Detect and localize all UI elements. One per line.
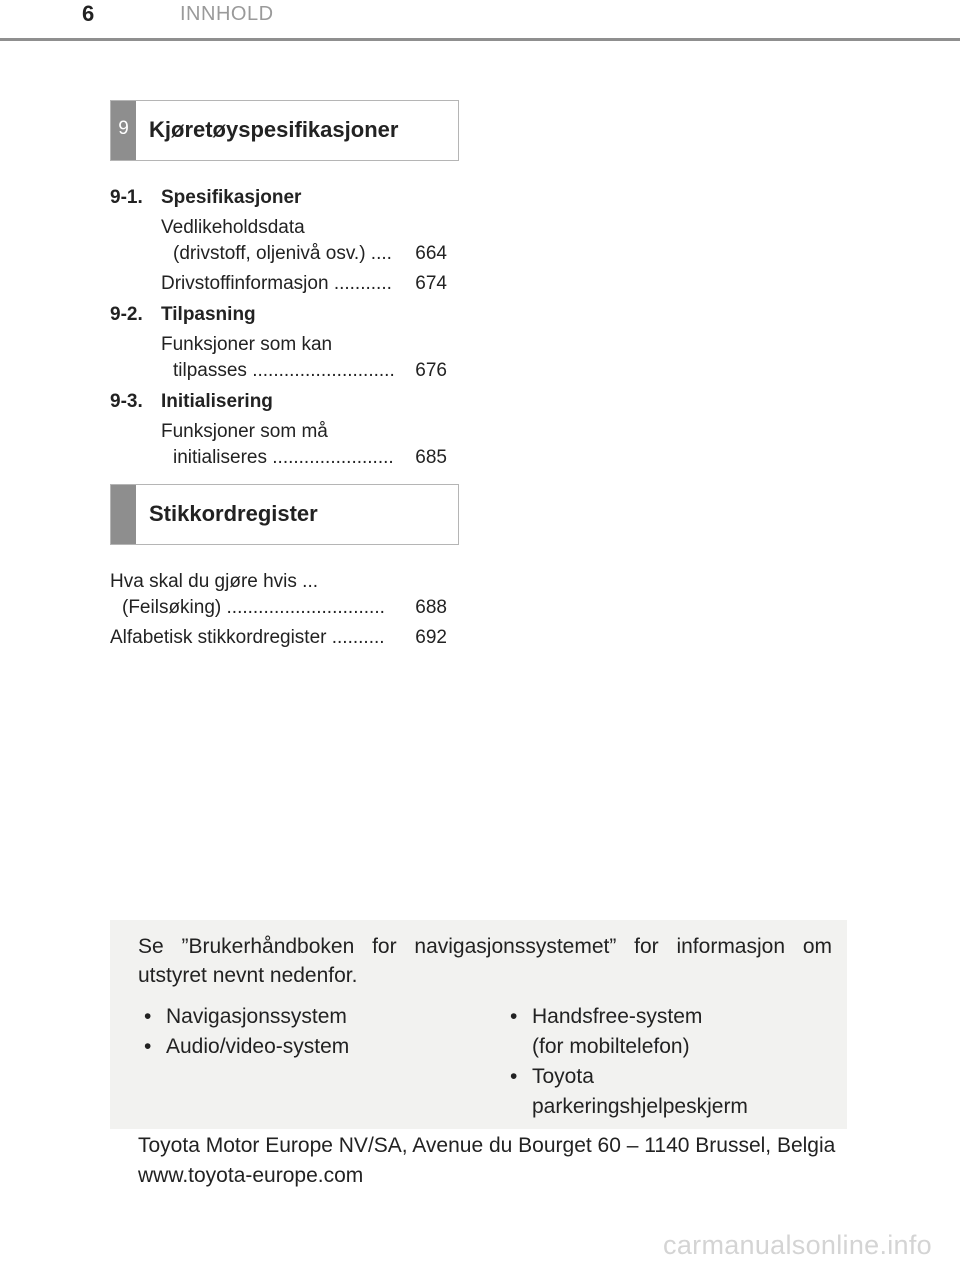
info-box-text: Se ”Brukerhåndboken for navigasjonssystemet” for informasjon om utstyret nevnt nedenfor. — [138, 935, 832, 987]
toc-subheading-title: Initialisering — [161, 391, 273, 412]
bullet-text: Toyota — [532, 1065, 594, 1088]
bullet-text: Handsfree-system — [532, 1005, 703, 1028]
toc-entry-line[interactable]: Funksjoner som kan — [161, 334, 333, 355]
toc-entry-line[interactable]: (Feilsøking) .............................. — [122, 597, 385, 618]
toc-entry-line[interactable]: initialiseres ....................... — [173, 447, 394, 468]
bullet-text-continued: (for mobiltelefon) — [532, 1035, 690, 1058]
bullet-marker: • — [510, 1065, 518, 1088]
toc-section-9 — [110, 185, 447, 475]
bullet-marker: • — [510, 1005, 518, 1028]
toc-subheading-number: 9-3. — [110, 391, 143, 412]
section-title: Kjøretøyspesifikasjoner — [149, 117, 399, 142]
toc-page-ref[interactable]: 664 — [415, 243, 447, 264]
toc-subheading[interactable] — [110, 302, 256, 328]
toc-entry-line[interactable]: tilpasses ........................... — [173, 360, 395, 381]
toc-page-ref[interactable]: 692 — [415, 627, 447, 648]
section-tab — [111, 101, 136, 160]
bullet-text: Audio/video-system — [166, 1035, 350, 1058]
toc-entry-line[interactable]: Drivstoffinformasjon ........... — [161, 273, 392, 294]
section-box-index — [110, 484, 459, 545]
toc-subheading[interactable] — [110, 389, 273, 415]
bullet-text: Navigasjonssystem — [166, 1005, 347, 1028]
toc-subheading-number: 9-2. — [110, 304, 143, 325]
toc-subheading-title: Spesifikasjoner — [161, 187, 302, 208]
toc-page-ref[interactable]: 674 — [415, 273, 447, 294]
toc-entry-line[interactable]: Vedlikeholdsdata — [161, 217, 305, 238]
toc-page-ref[interactable]: 688 — [415, 597, 447, 618]
footer-address: Toyota Motor Europe NV/SA, Avenue du Bourget 60 – 1140 Brussel, Belgia www.toyota-europe.com — [138, 1134, 836, 1187]
toc-entry-line[interactable]: Funksjoner som må — [161, 421, 328, 442]
toc-entry-line[interactable]: Alfabetisk stikkordregister .......... — [110, 627, 385, 648]
section-tab-number: 9 — [118, 118, 129, 139]
header-divider — [0, 38, 960, 41]
toc-entry-line[interactable]: Hva skal du gjøre hvis ... — [110, 571, 319, 592]
watermark: carmanualsonline.info — [663, 1230, 932, 1260]
page-number: 6 — [82, 1, 95, 26]
bullet-text-continued: parkeringshjelpeskjerm — [532, 1095, 748, 1118]
toc-subheading-title: Tilpasning — [161, 304, 256, 325]
toc-subheading-number: 9-1. — [110, 187, 143, 208]
bullet-marker: • — [144, 1035, 152, 1058]
info-box — [110, 920, 847, 1129]
section-tab — [111, 485, 136, 544]
toc-subheading[interactable] — [110, 185, 301, 211]
toc-index — [110, 569, 447, 659]
header-title: INNHOLD — [180, 3, 274, 25]
toc-entry-line[interactable]: (drivstoff, oljenivå osv.) .... — [173, 243, 392, 264]
section-box-specifications — [110, 100, 459, 161]
bullet-marker: • — [144, 1005, 152, 1028]
section-title: Stikkordregister — [149, 501, 318, 526]
toc-page-ref[interactable]: 676 — [415, 360, 447, 381]
page-header — [0, 0, 960, 42]
toc-page-ref[interactable]: 685 — [415, 447, 447, 468]
